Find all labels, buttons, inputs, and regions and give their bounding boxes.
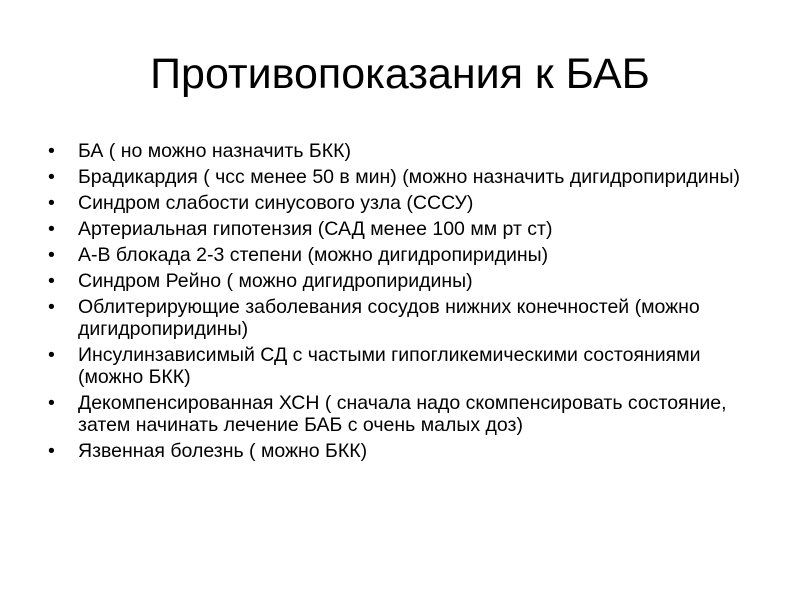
bullet-dot-icon: • [48,244,55,266]
list-item [48,166,768,188]
list-item [48,344,768,388]
list-item-text: Инсулинзависимый СД с частыми гипогликемическими состояниями (можно БКК) [78,344,701,388]
list-item [48,140,768,162]
bullet-dot-icon: • [48,270,55,292]
slide-title: Противопоказания к БАБ [150,50,650,98]
list-item-text: А-В блокада 2-3 степени (можно дигидропиридины) [78,244,549,266]
list-item [48,296,768,340]
bullet-dot-icon: • [48,296,55,318]
list-item-text: Язвенная болезнь ( можно БКК) [78,440,368,462]
list-item-text: Синдром слабости синусового узла (СССУ) [78,192,474,214]
list-item-text: Синдром Рейно ( можно дигидропиридины) [78,270,473,292]
bullet-dot-icon: • [48,344,55,366]
bullet-dot-icon: • [48,166,55,188]
list-item-text: Артериальная гипотензия (САД менее 100 мм рт ст) [78,218,553,240]
contraindications-list [48,140,768,466]
list-item [48,244,768,266]
list-item-text: Облитерирующие заболевания сосудов нижних конечностей (можно дигидропиридины) [78,296,700,340]
list-item [48,392,768,436]
bullet-dot-icon: • [48,440,55,462]
list-item [48,192,768,214]
list-item [48,270,768,292]
list-item-text: Брадикардия ( чсс менее 50 в мин) (можно назначить дигидропиридины) [78,166,740,188]
list-item [48,440,768,462]
list-item [48,218,768,240]
bullet-dot-icon: • [48,218,55,240]
bullet-dot-icon: • [48,392,55,414]
bullet-dot-icon: • [48,192,55,214]
list-item-text: БА ( но можно назначить БКК) [78,140,351,162]
list-item-text: Декомпенсированная ХСН ( сначала надо скомпенсировать состояние, затем начинать лечение БАБ с очень малых доз) [78,392,727,436]
bullet-dot-icon: • [48,140,55,162]
